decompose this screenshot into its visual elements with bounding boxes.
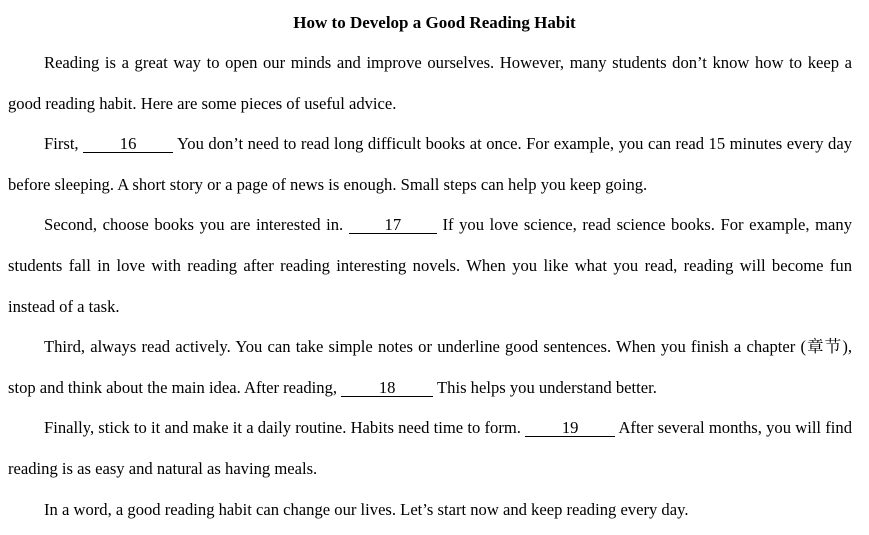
paragraph-second-rest: If you love science, read science books. For example, many students fall in love with reading after reading interesting novels. When you like what you read, reading will become fun instead of a task. <box>8 215 852 316</box>
paragraph-second-lead: Second, choose books you are interested in. <box>44 215 349 235</box>
paragraph-fourth-rest: After several months, you will find reading is as easy and natural as having meals. <box>8 418 852 478</box>
passage-body <box>8 43 852 530</box>
blank-18: 18 <box>341 379 433 397</box>
passage-title: How to Develop a Good Reading Habit <box>293 13 576 32</box>
paragraph-third-rest: This helps you understand better. <box>433 377 657 397</box>
paragraph-fourth-lead: Finally, stick to it and make it a daily routine. Habits need time to form. <box>44 418 526 438</box>
paragraph-second <box>8 205 852 327</box>
paragraph-third <box>8 327 852 408</box>
paragraph-fourth <box>8 408 852 489</box>
blank-19: 19 <box>525 419 615 437</box>
paragraph-intro <box>8 43 852 124</box>
paragraph-conclusion <box>8 490 852 531</box>
paragraph-first-rest: You don’t need to read long difficult books at once. For example, you can read 15 minutes every day before sleeping. A short story or a page of news is enough. Small steps can help you keep going. <box>8 134 853 194</box>
paragraph-first <box>8 124 852 205</box>
paragraph-intro-text: Reading is a great way to open our minds and improve ourselves. However, many students don’t know how to keep a good reading habit. Here are some pieces of useful advice. <box>8 53 852 113</box>
blank-17: 17 <box>349 216 437 234</box>
paragraph-first-lead: First, <box>44 134 84 154</box>
paragraph-conclusion-text: In a word, a good reading habit can change our lives. Let’s start now and keep reading every day. <box>44 499 689 519</box>
paragraph-third-lead: Third, always read actively. You can take simple notes or underline good sentences. When you finish a chapter (章节), stop and think about the main idea. After reading, <box>8 337 852 397</box>
blank-16: 16 <box>83 135 173 153</box>
